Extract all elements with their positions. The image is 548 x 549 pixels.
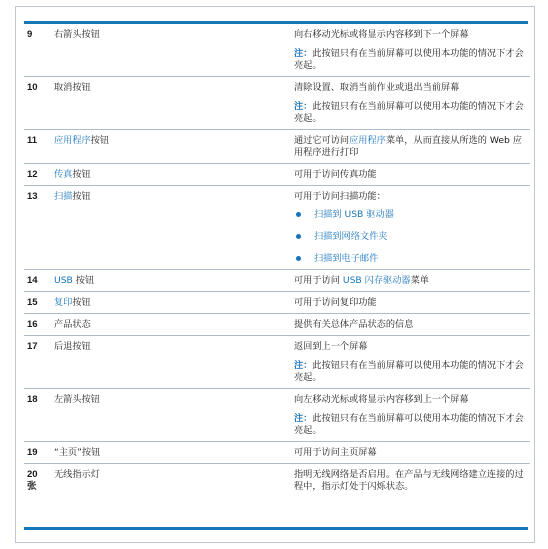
description-text: 清除设置、取消当前作业或退出当前屏幕 <box>294 82 460 93</box>
item-name-link[interactable]: USB <box>54 275 73 286</box>
row-number: 18 <box>24 389 50 442</box>
row-number: 9 <box>27 29 33 40</box>
list-item-label[interactable]: 扫描到电子邮件 <box>314 253 379 264</box>
row-number: 19 <box>24 442 50 464</box>
description-text: 可用于访问扫描功能： <box>294 191 386 202</box>
bullet-icon <box>296 256 301 261</box>
description-text: 提供有关总体产品状态的信息 <box>294 319 414 330</box>
item-name-text: “主页”按钮 <box>54 447 101 458</box>
description-text <box>294 275 526 287</box>
description-text: 菜单 <box>410 275 429 286</box>
description-text: 返回到上一个屏幕 <box>294 341 368 352</box>
row-number: 20 张 <box>24 464 50 498</box>
description-text: 可用于访问复印功能 <box>294 297 377 308</box>
item-description <box>290 314 530 336</box>
item-name <box>50 336 290 389</box>
table-row <box>24 464 530 498</box>
bullet-icon <box>296 212 301 217</box>
item-name <box>50 442 290 464</box>
note-text: 此按钮只有在当前屏幕可以使用本功能的情况下才会亮起。 <box>294 48 524 71</box>
scan-destination-list <box>294 209 526 265</box>
description-text <box>294 135 526 159</box>
list-item[interactable] <box>294 253 526 265</box>
table-row <box>24 186 530 270</box>
item-description <box>290 389 530 442</box>
item-name-text: 按钮 <box>72 297 91 308</box>
item-description <box>290 186 530 270</box>
description-link[interactable]: 应用程序 <box>349 135 386 146</box>
description-text: 向左移动光标或将显示内容移到上一个屏幕 <box>294 394 469 405</box>
item-description <box>290 77 530 130</box>
item-name-text: 后退按钮 <box>54 341 91 352</box>
table-row <box>24 292 530 314</box>
item-name <box>50 130 290 164</box>
description-text: 可用于访问 <box>294 275 343 286</box>
note <box>294 101 526 125</box>
note <box>294 413 526 437</box>
item-name <box>50 186 290 270</box>
note-text: 此按钮只有在当前屏幕可以使用本功能的情况下才会亮起。 <box>294 360 524 383</box>
row-number: 16 <box>24 314 50 336</box>
item-name <box>50 292 290 314</box>
item-description <box>290 130 530 164</box>
row-number: 14 <box>24 270 50 292</box>
row-number: 17 <box>24 336 50 389</box>
item-description <box>290 464 530 498</box>
item-name-text: 左箭头按钮 <box>54 394 100 405</box>
bullet-icon <box>296 234 301 239</box>
item-name-text: 产品状态 <box>54 319 91 330</box>
table-row <box>24 336 530 389</box>
description-text: 可用于访问主页屏幕 <box>294 447 377 458</box>
item-name <box>50 464 290 498</box>
table-bottom-rule <box>24 527 528 530</box>
item-name <box>50 24 290 77</box>
item-name <box>50 164 290 186</box>
note-text: 此按钮只有在当前屏幕可以使用本功能的情况下才会亮起。 <box>294 101 524 124</box>
item-description <box>290 270 530 292</box>
description-text: 指明无线网络是否启用。在产品与无线网络建立连接的过程中，指示灯处于闪烁状态。 <box>294 469 524 492</box>
note-label: 注： <box>294 48 313 59</box>
table-row <box>24 270 530 292</box>
item-name-link[interactable]: 复印 <box>54 297 73 308</box>
table-row <box>24 389 530 442</box>
note <box>294 360 526 384</box>
item-name <box>50 389 290 442</box>
item-name-text: 按钮 <box>72 169 91 180</box>
list-item-label[interactable]: 扫描到 USB 驱动器 <box>314 209 394 220</box>
item-description <box>290 292 530 314</box>
item-name-link[interactable]: 应用程序 <box>54 135 91 146</box>
item-name-text: 按钮 <box>90 135 110 146</box>
table-row <box>24 77 530 130</box>
item-name-text: 右箭头按钮 <box>54 29 100 40</box>
table-row <box>24 130 530 164</box>
list-item-label[interactable]: 扫描到网络文件夹 <box>314 231 388 242</box>
item-description <box>290 164 530 186</box>
table-row <box>24 442 530 464</box>
row-number: 11 <box>24 130 50 164</box>
item-name <box>50 314 290 336</box>
item-name-link[interactable]: 扫描 <box>54 191 73 202</box>
item-name-text: 按钮 <box>72 191 91 202</box>
description-text: 可用于访问传真功能 <box>294 169 377 180</box>
control-panel-table <box>24 24 530 497</box>
item-name-text: 无线指示灯 <box>54 469 100 480</box>
item-name <box>50 77 290 130</box>
list-item[interactable] <box>294 231 526 243</box>
item-name <box>50 270 290 292</box>
note <box>294 48 526 72</box>
row-number: 13 <box>24 186 50 270</box>
table-row <box>24 24 530 77</box>
item-name-text: 取消按钮 <box>54 82 91 93</box>
description-text: 向右移动光标或将显示内容移到下一个屏幕 <box>294 29 469 40</box>
note-label: 注： <box>294 101 313 112</box>
item-description <box>290 24 530 77</box>
table-row <box>24 314 530 336</box>
table-frame <box>15 6 535 543</box>
item-description <box>290 442 530 464</box>
note-text: 此按钮只有在当前屏幕可以使用本功能的情况下才会亮起。 <box>294 413 524 436</box>
note-label: 注： <box>294 413 313 424</box>
description-text: 菜单，从而直接从所选的 Web 应用程序进行打印 <box>294 135 522 158</box>
row-number: 10 <box>24 77 50 130</box>
description-text: 通过它可访问 <box>294 135 350 146</box>
list-item[interactable] <box>294 209 526 221</box>
item-description <box>290 336 530 389</box>
note-label: 注： <box>294 360 313 371</box>
row-number: 15 <box>24 292 50 314</box>
table-row <box>24 164 530 186</box>
description-link[interactable]: USB 闪存驱动器 <box>342 275 411 286</box>
row-number: 12 <box>24 164 50 186</box>
item-name-link[interactable]: 传真 <box>54 169 73 180</box>
item-name-text: 按钮 <box>72 275 95 286</box>
